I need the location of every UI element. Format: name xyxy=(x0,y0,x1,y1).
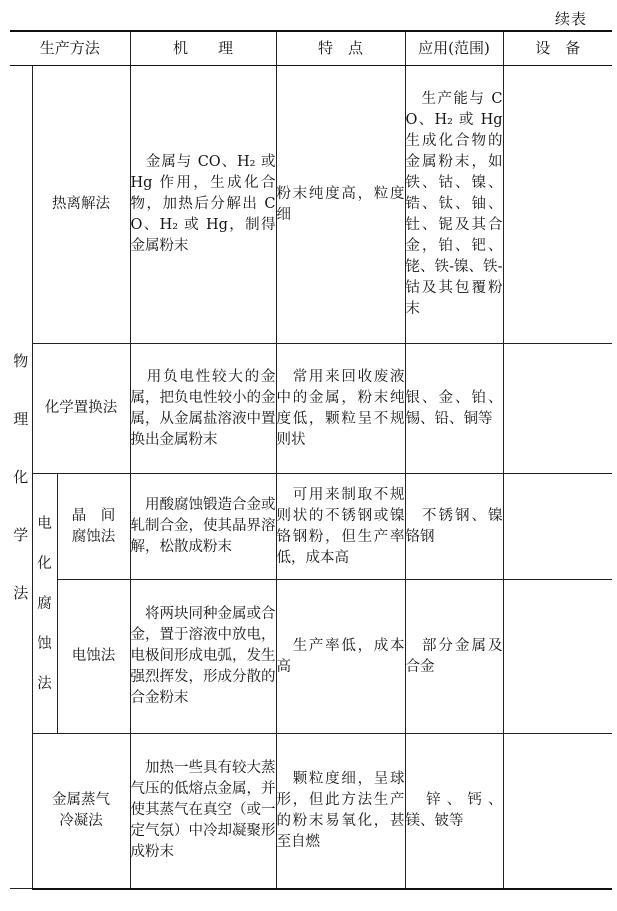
features-cell: 常用来回收废液中的金属，粉末纯度低，颗粒呈不规则状 xyxy=(276,344,405,474)
mechanism-cell: 将两块同种金属或合金，置于溶液中放电，电极间形成电弧，发生强烈挥发，形成分散的合金粉末 xyxy=(130,580,276,734)
application-cell: 不锈钢、镍铬钢 xyxy=(405,474,503,580)
header-method: 生产方法 xyxy=(10,31,130,66)
mechanism-cell: 用酸腐蚀锻造合金或轧制合金，使其晶界溶解，松散成粉末 xyxy=(130,474,276,580)
header-features: 特 点 xyxy=(276,31,405,66)
category-char: 理 xyxy=(13,410,29,428)
equipment-cell xyxy=(503,66,612,344)
subcategory-char: 法 xyxy=(37,675,52,692)
table-row xyxy=(10,734,612,889)
category-char: 物 xyxy=(13,352,29,370)
continued-label: 续表 xyxy=(554,10,587,28)
method-cell: 晶 间 腐蚀法 xyxy=(57,474,130,580)
table-row xyxy=(10,344,612,474)
features-cell: 粉末纯度高，粒度细 xyxy=(276,66,405,344)
mechanism-cell: 加热一些具有较大蒸气压的低熔点金属，并使其蒸气在真空（或一定气氛）中冷却凝聚形成粉末 xyxy=(130,734,276,889)
subcategory-electrochemical-corrosion xyxy=(32,474,57,734)
subcategory-char: 腐 xyxy=(37,595,52,612)
equipment-cell xyxy=(503,474,612,580)
subcategory-char: 电 xyxy=(37,515,52,532)
method-cell: 化学置换法 xyxy=(32,344,130,474)
table-header-row xyxy=(10,31,612,66)
category-physicochemical xyxy=(10,66,32,889)
mechanism-cell: 金属与 CO、H₂ 或 Hg 作用，生成化合物，加热后分解出 CO、H₂ 或 Hg，制得金属粉末 xyxy=(130,66,276,344)
application-cell: 部分金属及合金 xyxy=(405,580,503,734)
table-row xyxy=(10,474,612,580)
category-char: 学 xyxy=(13,526,29,544)
header-application: 应用(范围) xyxy=(405,31,503,66)
features-cell: 生产率低，成本高 xyxy=(276,580,405,734)
header-equipment: 设 备 xyxy=(503,31,612,66)
application-cell: 生产能与 CO、H₂ 或 Hg 生成化合物的金属粉末，如铁、钴、镍、锆、钛、铀、钍、铌及其合金，铂、钯、铑、铁-镍、铁-钴及其包覆粉末 xyxy=(405,66,503,344)
method-cell: 金属蒸气 冷凝法 xyxy=(32,734,130,889)
header-mechanism: 机 理 xyxy=(130,31,276,66)
subcategory-char: 蚀 xyxy=(37,635,52,652)
equipment-cell xyxy=(503,344,612,474)
powder-production-table xyxy=(10,30,612,890)
subcategory-char: 化 xyxy=(37,555,52,572)
application-cell: 银、金、铂、锡、铅、铜等 xyxy=(405,344,503,474)
table-row xyxy=(10,580,612,734)
category-char: 化 xyxy=(13,468,29,486)
method-cell: 热离解法 xyxy=(32,66,130,344)
category-char: 法 xyxy=(13,584,29,602)
features-cell: 可用来制取不规则状的不锈钢或镍铬钢粉，但生产率低，成本高 xyxy=(276,474,405,580)
equipment-cell xyxy=(503,580,612,734)
mechanism-cell: 用负电性较大的金属，把负电性较小的金属，从金属盐溶液中置换出金属粉末 xyxy=(130,344,276,474)
equipment-cell xyxy=(503,734,612,889)
application-cell: 锌、钙、镁、铍等 xyxy=(405,734,503,889)
features-cell: 颗粒度细，呈球形，但此方法生产的粉末易氧化，甚至自燃 xyxy=(276,734,405,889)
method-cell: 电蚀法 xyxy=(57,580,130,734)
table-row xyxy=(10,66,612,344)
